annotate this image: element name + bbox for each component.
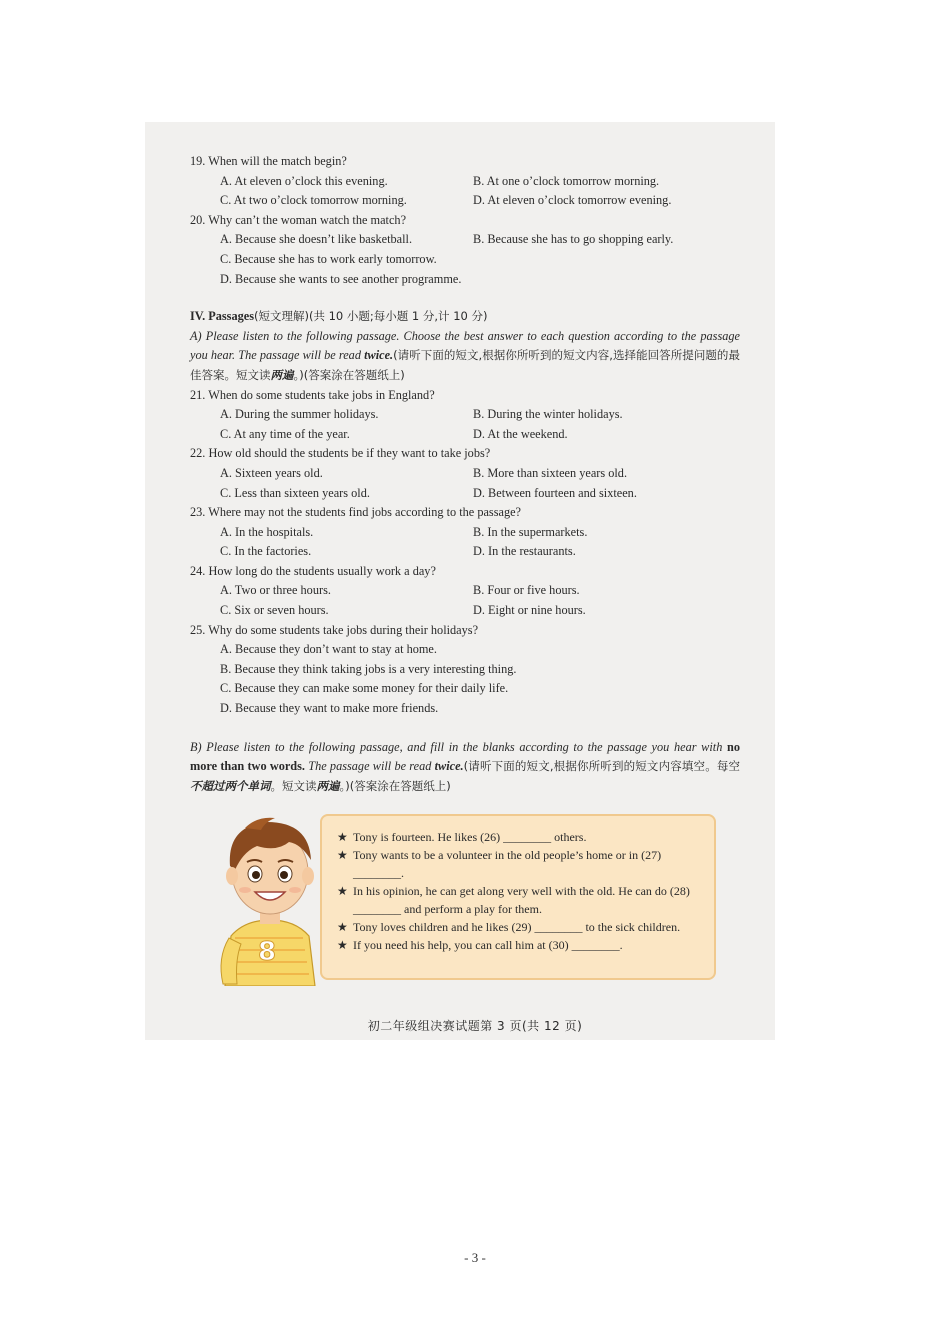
part-a-cn-end: 。)(答案涂在答题纸上) <box>293 367 405 382</box>
question-21-options-row-1 <box>190 405 740 425</box>
part-a-instructions <box>190 327 740 386</box>
part-a-cn-text: (请听下面的短文,根据你所听到的短文内容,选择能回答所提问题的最佳答案。短文读 <box>190 348 740 382</box>
part-b-text: B) Please listen to the following passage, and fill in the blanks according to the passage you hear with <box>190 739 727 754</box>
note-text: Tony wants to be a volunteer in the old people’s home or in (27) ________. <box>353 848 662 880</box>
option-a: A. Sixteen years old. <box>220 465 323 480</box>
option-b: B. In the supermarkets. <box>473 524 588 539</box>
cartoon-boy-illustration <box>205 808 335 986</box>
option-d: D. Because they want to make more friends. <box>220 701 439 716</box>
note-item <box>337 846 702 882</box>
part-b-cn-text-2: 。短文读 <box>270 778 317 793</box>
question-23-options-row-2 <box>190 542 740 562</box>
part-a-cn-bold: 两遍 <box>270 367 294 382</box>
option-b: B. Four or five hours. <box>473 583 580 598</box>
option-c: C. Less than sixteen years old. <box>220 485 370 500</box>
option-b: B. Because they think taking jobs is a very interesting thing. <box>220 661 517 676</box>
option-b: B. Because she has to go shopping early. <box>473 232 674 247</box>
question-21-options-row-2 <box>190 425 740 445</box>
option-d: D. At eleven o’clock tomorrow evening. <box>473 193 672 208</box>
notes-box <box>320 814 716 980</box>
note-text: If you need his help, you can call him at (30) ________. <box>353 938 623 952</box>
option-d: D. Because she wants to see another programme. <box>220 271 462 286</box>
question-23-stem: 23. Where may not the students find jobs according to the passage? <box>190 505 522 520</box>
question-23-options-row-1 <box>190 523 740 543</box>
page-number: - 3 - <box>464 1250 486 1265</box>
note-item <box>337 828 702 846</box>
option-c: C. At any time of the year. <box>220 426 350 441</box>
question-content <box>190 152 740 796</box>
question-19-options-row-2 <box>190 191 740 211</box>
option-d: D. In the restaurants. <box>473 544 576 559</box>
star-icon: ★ <box>337 938 348 952</box>
option-d: D. Eight or nine hours. <box>473 603 586 618</box>
option-b: B. More than sixteen years old. <box>473 465 628 480</box>
question-21-stem: 21. When do some students take jobs in England? <box>190 387 435 402</box>
star-icon: ★ <box>337 884 348 898</box>
question-19-stem: 19. When will the match begin? <box>190 154 347 168</box>
question-20-options-row-1 <box>190 230 740 250</box>
question-25-stem: 25. Why do some students take jobs during their holidays? <box>190 622 479 637</box>
question-24-options-row-1 <box>190 581 740 601</box>
note-text: In his opinion, he can get along very well with the old. He can do (28) ________ and perform a play for them. <box>353 884 690 916</box>
question-22-stem: 22. How old should the students be if they want to take jobs? <box>190 446 491 461</box>
note-item <box>337 936 702 954</box>
option-c: C. Because they can make some money for their daily life. <box>220 681 509 696</box>
option-b: B. At one o’clock tomorrow morning. <box>473 173 660 188</box>
part-b-bold: no more than two words. <box>190 739 740 774</box>
part-b-text-2: The passage will be read <box>305 759 435 774</box>
section-title-cn: (短文理解)(共 10 小题;每小题 1 分,计 10 分) <box>254 309 488 324</box>
page-footer: 初二年级组决赛试题第 3 页(共 12 页) <box>367 1019 583 1033</box>
part-a-text: A) Please listen to the following passage. Choose the best answer to each question according to the passage you hear. The passage will be read <box>190 328 740 363</box>
question-20-stem: 20. Why can’t the woman watch the match? <box>190 212 407 227</box>
option-a: A. Because they don’t want to stay at home. <box>220 642 437 657</box>
star-icon: ★ <box>337 920 348 934</box>
star-icon: ★ <box>337 830 348 844</box>
question-22-options-row-2 <box>190 484 740 504</box>
option-b: B. During the winter holidays. <box>473 407 623 422</box>
part-a-twice: twice. <box>364 348 394 363</box>
notes-list <box>337 828 702 954</box>
section-title-en: IV. Passages <box>190 309 254 324</box>
question-24-options-row-2 <box>190 601 740 621</box>
part-b-instructions <box>190 738 740 797</box>
question-24-stem: 24. How long do the students usually work a day? <box>190 563 436 578</box>
note-text: Tony loves children and he likes (29) ________ to the sick children. <box>353 920 681 934</box>
option-a: A. Two or three hours. <box>220 583 331 598</box>
option-c: C. In the factories. <box>220 544 312 559</box>
part-b-cn-bold-2: 两遍 <box>316 778 340 793</box>
section-title <box>190 307 740 327</box>
option-d: D. At the weekend. <box>473 426 568 441</box>
option-a: A. During the summer holidays. <box>220 407 379 422</box>
part-b-cn-text: (请听下面的短文,根据你所听到的短文内容填空。每空 <box>463 759 741 774</box>
note-item <box>337 882 702 918</box>
option-c: C. Six or seven hours. <box>220 603 329 618</box>
question-22-options-row-1 <box>190 464 740 484</box>
part-b-twice: twice. <box>434 759 464 774</box>
option-c: C. At two o’clock tomorrow morning. <box>220 193 407 208</box>
part-b-cn-bold: 不超过两个单词 <box>190 778 271 793</box>
option-a: A. Because she doesn’t like basketball. <box>220 232 413 247</box>
option-c: C. Because she has to work early tomorrow. <box>220 251 437 266</box>
question-19-options-row-1 <box>190 172 740 192</box>
option-a: A. At eleven o’clock this evening. <box>220 173 388 188</box>
option-d: D. Between fourteen and sixteen. <box>473 485 637 500</box>
part-b-cn-end: 。)(答案涂在答题纸上) <box>339 778 451 793</box>
shirt-number: 8 <box>257 937 277 967</box>
star-icon: ★ <box>337 848 348 862</box>
note-text: Tony is fourteen. He likes (26) ________ others. <box>353 830 587 844</box>
note-item <box>337 918 702 936</box>
option-a: A. In the hospitals. <box>220 524 314 539</box>
fill-in-section <box>205 808 717 986</box>
